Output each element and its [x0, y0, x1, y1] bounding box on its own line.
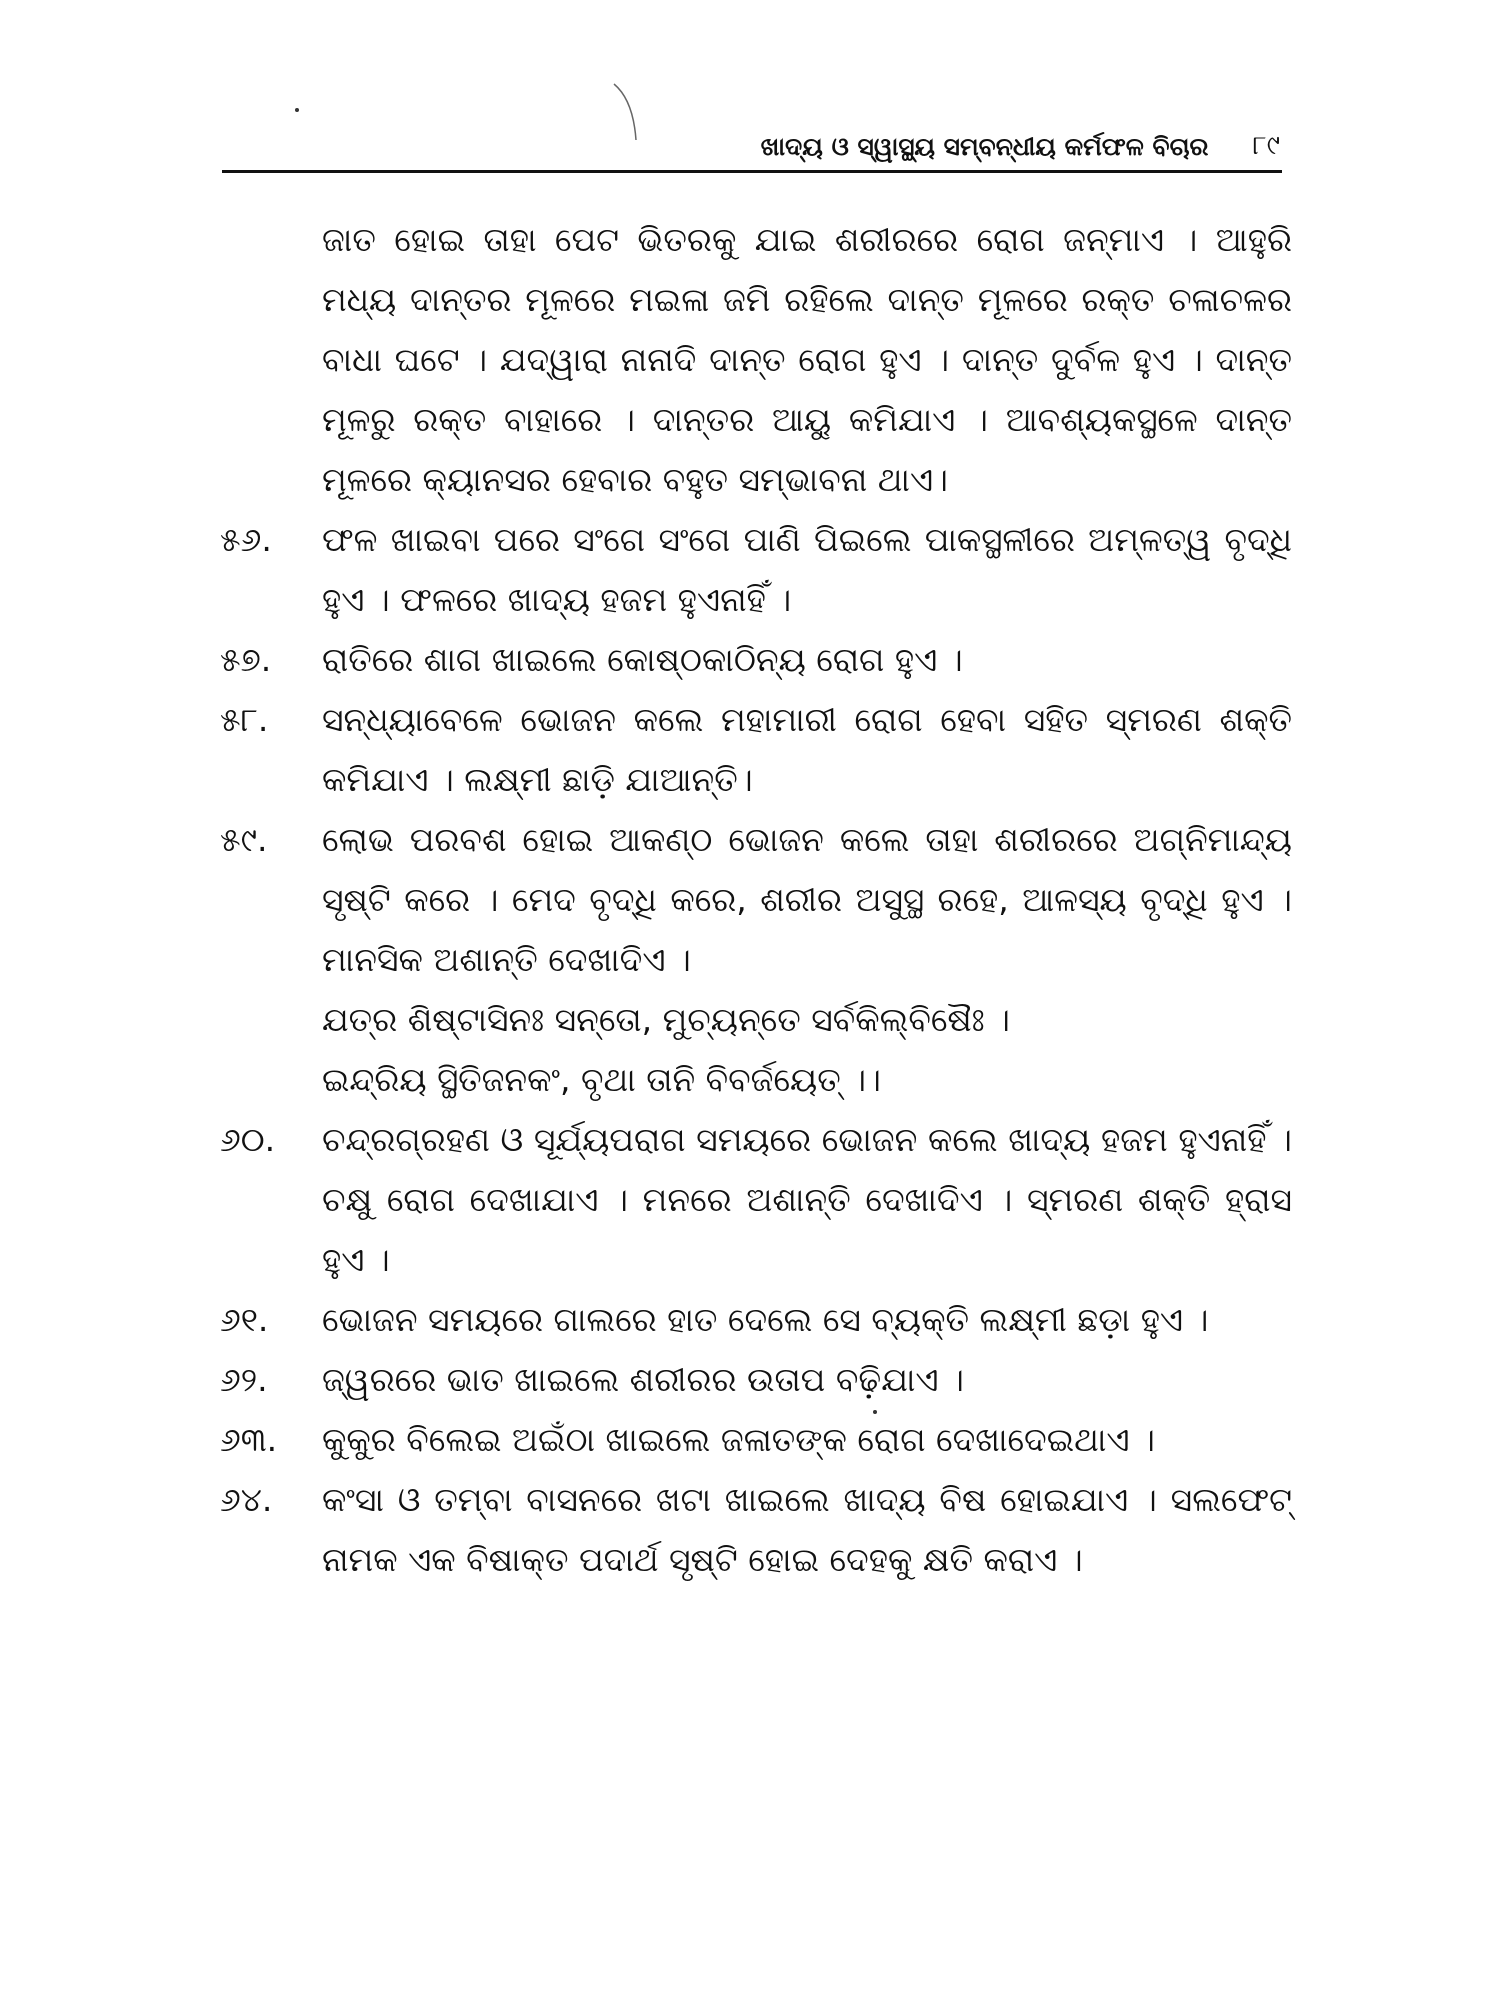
sanskrit-verse [220, 990, 1292, 1110]
list-item [220, 510, 1292, 630]
list-item [220, 1110, 1292, 1290]
list-item [220, 1290, 1292, 1350]
list-item [220, 630, 1292, 690]
item-number: ୫୯. [220, 820, 268, 859]
list-item [220, 810, 1292, 990]
scan-mark [612, 82, 642, 142]
list-item [220, 1350, 1292, 1410]
item-text: ଚନ୍ଦ୍ରଗ୍ରହଣ ଓ ସୂର୍ଯ୍ୟପରାଗ ସମୟରେ ଭୋଜନ କଲେ ଖାଦ୍ୟ ହଜମ ହୁଏନାହିଁ । ଚକ୍ଷୁ ରୋଗ ଦେଖାଯାଏ । ମନରେ ଅଶାନ୍ତି ଦେଖାଦିଏ । ସ୍ମରଣ ଶକ୍ତି ହ୍ରାସ ହୁଏ । [322, 1120, 1292, 1279]
verse-line: ଇନ୍ଦ୍ରିୟ ସ୍ଥିତିଜନକଂ, ବୃଥା ତାନି ବିବର୍ଜୟେତ୍ ।। [322, 1060, 881, 1099]
item-text: କୁକୁର ବିଲେଇ ଅଇଁଠା ଖାଇଲେ ଜଳାତଙ୍କ ରୋଗ ଦେଖାଦେଇଥାଏ । [322, 1420, 1155, 1459]
item-text: ଭୋଜନ ସମୟରେ ଗାଲରେ ହାତ ଦେଲେ ସେ ବ୍ୟକ୍ତି ଲକ୍ଷ୍ମୀ ଛଡ଼ା ହୁଏ । [322, 1300, 1209, 1339]
running-header [760, 112, 1280, 162]
scan-speck [295, 108, 299, 112]
item-text: ସନ୍ଧ୍ୟାବେଳେ ଭୋଜନ କଲେ ମହାମାରୀ ରୋଗ ହେବା ସହିତ ସ୍ମରଣ ଶକ୍ତି କମିଯାଏ । ଲକ୍ଷ୍ମୀ ଛାଡ଼ି ଯାଆନ୍ତି। [322, 700, 1292, 799]
item-number: ୬୦. [220, 1120, 276, 1159]
item-text: ରାତିରେ ଶାଗ ଖାଇଲେ କୋଷ୍ଠକାଠିନ୍ୟ ରୋଗ ହୁଏ । [322, 640, 963, 679]
list-item [220, 1470, 1292, 1590]
item-text: ଫଳ ଖାଇବା ପରେ ସଂଗେ ସଂଗେ ପାଣି ପିଇଲେ ପାକସ୍ଥଳୀରେ ଅମ୍ଳତ୍ୱ ବୃଦ୍ଧି ହୁଏ । ଫଳରେ ଖାଦ୍ୟ ହଜମ ହୁଏନାହିଁ । [322, 520, 1292, 619]
item-number: ୬୪. [220, 1480, 273, 1519]
list-item [220, 690, 1292, 810]
item-number: ୬୩. [220, 1420, 278, 1459]
item-number: ୬୧. [220, 1300, 269, 1339]
item-text: ଲୋଭ ପରବଶ ହୋଇ ଆକଣ୍ଠ ଭୋଜନ କଲେ ତାହା ଶରୀରରେ ଅଗ୍ନିମାନ୍ଦ୍ୟ ସୃଷ୍ଟି କରେ । ମେଦ ବୃଦ୍ଧି କରେ, ଶରୀର ଅସୁସ୍ଥ ରହେ, ଆଳସ୍ୟ ବୃଦ୍ଧି ହୁଏ । ମାନସିକ ଅଶାନ୍ତି ଦେଖାଦିଏ । [322, 820, 1292, 979]
item-text: କଂସା ଓ ତମ୍ବା ବାସନରେ ଖଟା ଖାଇଲେ ଖାଦ୍ୟ ବିଷ ହୋଇଯାଏ । ସଲଫେଟ୍ ନାମକ ଏକ ବିଷାକ୍ତ ପଦାର୍ଥ ସୃଷ୍ଟି ହୋଇ ଦେହକୁ କ୍ଷତି କରାଏ । [322, 1480, 1292, 1579]
continuation-paragraph: ଜାତ ହୋଇ ତାହା ପେଟ ଭିତରକୁ ଯାଇ ଶରୀରରେ ରୋଗ ଜନ୍ମାଏ । ଆହୁରି ମଧ୍ୟ ଦାନ୍ତର ମୂଳରେ ମଇଳା ଜମି ରହିଲେ ଦାନ୍ତ ମୂଳରେ ରକ୍ତ ଚଳାଚଳର ବାଧା ଘଟେ । ଯଦ୍ୱାରା ନାନାଦି ଦାନ୍ତ ରୋଗ ହୁଏ । ଦାନ୍ତ ଦୁର୍ବଳ ହୁଏ । ଦାନ୍ତ ମୂଳରୁ ରକ୍ତ ବାହାରେ । ଦାନ୍ତର ଆୟୁ କମିଯାଏ । ଆବଶ୍ୟକସ୍ଥଳେ ଦାନ୍ତ ମୂଳରେ କ୍ୟାନସର ହେବାର ବହୁତ ସମ୍ଭାବନା ଥାଏ। [322, 220, 1292, 499]
running-title: ଖାଦ୍ୟ ଓ ସ୍ୱାସ୍ଥ୍ୟ ସମ୍ବନ୍ଧୀୟ କର୍ମଫଳ ବିଚାର [760, 132, 1209, 161]
item-number: ୫୭. [220, 640, 272, 679]
header-rule [222, 170, 1282, 173]
item-number: ୫୮. [220, 700, 269, 739]
item-number: ୬୨. [220, 1360, 268, 1399]
item-text: ଜ୍ୱରରେ ଭାତ ଖାଇଲେ ଶରୀରର ଉତାପ ବଢ଼ିଯାଏ । [322, 1360, 964, 1399]
page-body [220, 210, 1292, 1590]
item-number: ୫୬. [220, 520, 272, 559]
page-number: ୮୯ [1252, 130, 1280, 161]
list-item [220, 1410, 1292, 1470]
verse-line: ଯତ୍ର ଶିଷ୍ଟାସିନଃ ସନ୍ତୋ, ମୁଚ୍ୟନ୍ତେ ସର୍ବକିଲ୍‌ବିଷୈଃ । [322, 1000, 1010, 1039]
